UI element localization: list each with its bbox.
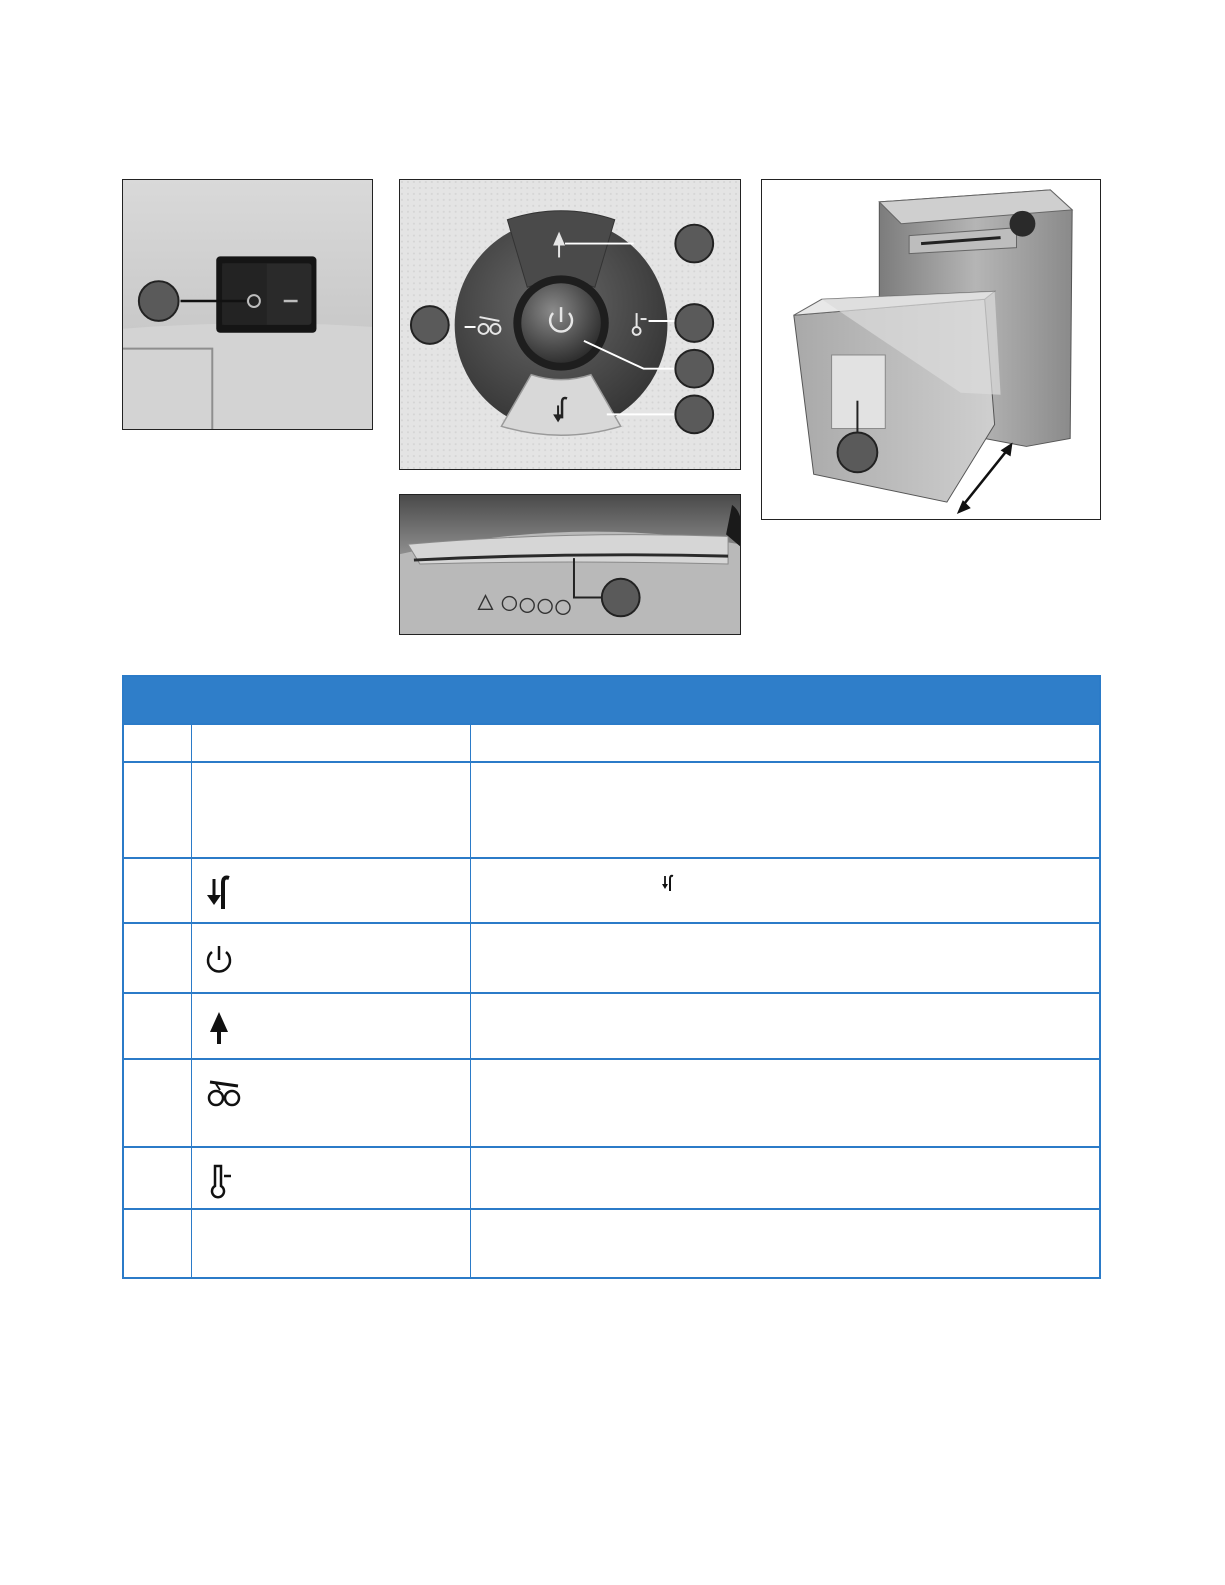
table-header (124, 677, 1099, 723)
table-row (124, 1146, 1099, 1208)
table-row (124, 857, 1099, 922)
table-row (124, 723, 1099, 761)
overheat-icon (204, 1160, 234, 1202)
reverse-icon (204, 871, 234, 913)
table-row (124, 1208, 1099, 1277)
photo-control-panel (399, 179, 741, 470)
controls-table (122, 675, 1101, 1279)
bin-full-icon (204, 1072, 244, 1114)
photo-feed-slot (399, 494, 741, 635)
photo-waste-bin (761, 179, 1101, 520)
table-row (124, 922, 1099, 992)
reverse-icon (661, 873, 675, 893)
table-row (124, 992, 1099, 1058)
power-icon (204, 936, 234, 978)
table-row (124, 1058, 1099, 1146)
photo-power-switch (122, 179, 373, 430)
table-row (124, 761, 1099, 857)
forward-arrow-icon (204, 1006, 234, 1048)
